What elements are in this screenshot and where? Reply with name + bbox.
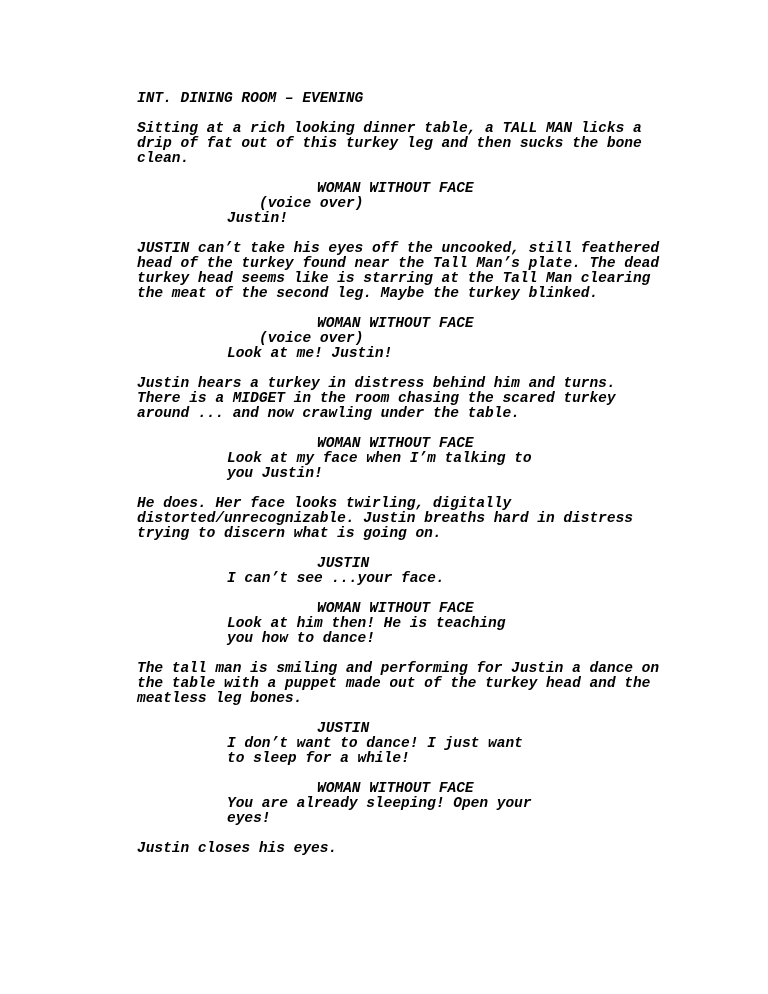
action-line: the table with a puppet made out of the turkey head and the	[137, 676, 651, 692]
action-line: around ... and now crawling under the table.	[137, 406, 520, 422]
dialogue-line: you Justin!	[227, 466, 323, 482]
action-line: turkey head seems like is starring at the Tall Man clearing	[137, 271, 651, 287]
action-line: meatless leg bones.	[137, 691, 303, 707]
action-line: clean.	[137, 151, 190, 167]
dialogue-line: I don’t want to dance! I just want	[227, 736, 523, 752]
action-line: trying to discern what is going on.	[137, 526, 442, 542]
dialogue-line: eyes!	[227, 811, 271, 827]
character-cue: WOMAN WITHOUT FACE	[317, 316, 474, 332]
dialogue-line: to sleep for a while!	[227, 751, 410, 767]
action-line: distorted/unrecognizable. Justin breaths hard in distress	[137, 511, 633, 527]
dialogue-line: Justin!	[227, 211, 288, 227]
action-line: He does. Her face looks twirling, digitally	[137, 496, 512, 512]
action-line: There is a MIDGET in the room chasing the scared turkey	[137, 391, 616, 407]
character-cue: WOMAN WITHOUT FACE	[317, 436, 474, 452]
character-cue: JUSTIN	[317, 721, 370, 737]
action-line: The tall man is smiling and performing for Justin a dance on	[137, 661, 660, 677]
action-line: the meat of the second leg. Maybe the turkey blinked.	[137, 286, 599, 302]
dialogue-line: you how to dance!	[227, 631, 375, 647]
dialogue-line: I can’t see ...your face.	[227, 571, 445, 587]
dialogue-line: Look at him then! He is teaching	[227, 616, 506, 632]
dialogue-line: Look at my face when I’m talking to	[227, 451, 532, 467]
character-cue: JUSTIN	[317, 556, 370, 572]
action-line: Sitting at a rich looking dinner table, a TALL MAN licks a	[137, 121, 642, 137]
scene-heading: INT. DINING ROOM – EVENING	[137, 91, 364, 107]
dialogue-line: You are already sleeping! Open your	[227, 796, 532, 812]
action-line: Justin hears a turkey in distress behind him and turns.	[137, 376, 616, 392]
parenthetical: (voice over)	[259, 331, 364, 347]
dialogue-line: Look at me! Justin!	[227, 346, 393, 362]
character-cue: WOMAN WITHOUT FACE	[317, 181, 474, 197]
parenthetical: (voice over)	[259, 196, 364, 212]
character-cue: WOMAN WITHOUT FACE	[317, 781, 474, 797]
action-line: head of the turkey found near the Tall Man’s plate. The dead	[137, 256, 660, 272]
action-line: Justin closes his eyes.	[137, 841, 338, 857]
action-line: drip of fat out of this turkey leg and then sucks the bone	[137, 136, 642, 152]
character-cue: WOMAN WITHOUT FACE	[317, 601, 474, 617]
action-line: JUSTIN can’t take his eyes off the uncooked, still feathered	[137, 241, 660, 257]
